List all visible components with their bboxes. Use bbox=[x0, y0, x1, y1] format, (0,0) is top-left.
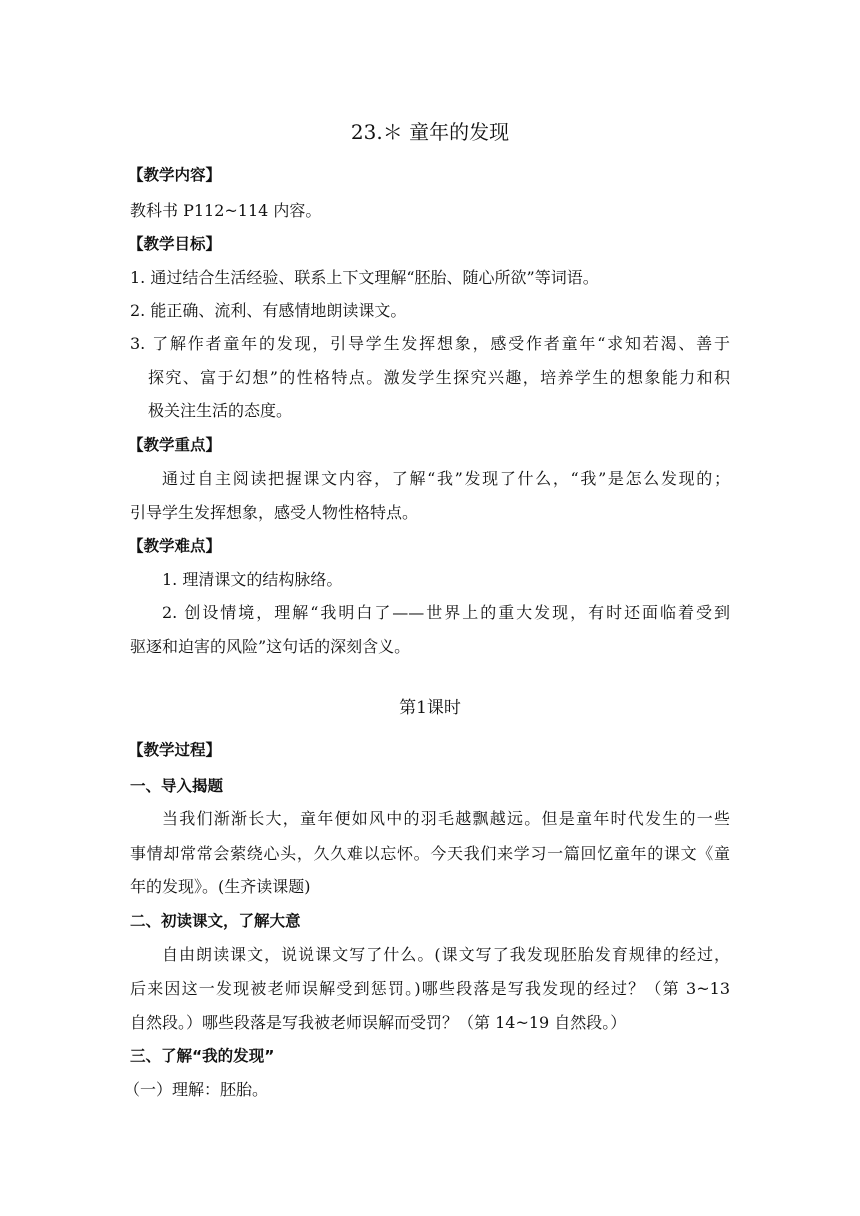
section-heading-goals: 【教学目标】 bbox=[128, 235, 222, 253]
step-1-line-3: 年的发现》。(生齐读课题) bbox=[130, 877, 311, 896]
section-heading-key-points: 【教学重点】 bbox=[128, 436, 222, 454]
difficulty-item-2-line-1: 2. 创设情境，理解“我明白了——世界上的重大发现，有时还面临着受到 bbox=[162, 603, 730, 622]
goal-item-3-line-3: 极关注生活的态度。 bbox=[148, 401, 293, 420]
key-points-line-1: 通过自主阅读把握课文内容，了解“我”发现了什么，“我”是怎么发现的； bbox=[162, 469, 730, 488]
step-2-line-2: 后来因这一发现被老师误解受到惩罚。)哪些段落是写我发现的经过？（第 3~13 bbox=[130, 979, 730, 998]
difficulty-item-2-line-2: 驱逐和迫害的风险”这句话的深刻含义。 bbox=[130, 637, 411, 656]
step-2-line-1: 自由朗读课文，说说课文写了什么。(课文写了我发现胚胎发育规律的经过， bbox=[162, 945, 730, 964]
goal-item-1: 1. 通过结合生活经验、联系上下文理解“胚胎、随心所欲”等词语。 bbox=[130, 268, 599, 287]
lesson-title: 第1课时 bbox=[399, 698, 461, 718]
step-1-line-1: 当我们渐渐长大，童年便如风中的羽毛越飘越远。但是童年时代发生的一些 bbox=[162, 809, 730, 828]
step-3-subheading: （一）理解：胚胎。 bbox=[124, 1080, 269, 1099]
document-title: 23.＊ 童年的发现 bbox=[350, 120, 510, 144]
section-heading-content: 【教学内容】 bbox=[128, 166, 222, 184]
difficulty-item-1: 1. 理清课文的结构脉络。 bbox=[162, 570, 343, 589]
step-1-heading: 一、导入揭题 bbox=[130, 777, 224, 795]
section-heading-difficulties: 【教学难点】 bbox=[128, 537, 222, 555]
goal-item-3-line-1: 3. 了解作者童年的发现，引导学生发挥想象，感受作者童年“求知若渴、善于 bbox=[130, 334, 730, 353]
goal-item-2: 2. 能正确、流利、有感情地朗读课文。 bbox=[130, 301, 407, 320]
step-2-line-3: 自然段。）哪些段落是写我被老师误解而受罚？（第 14~19 自然段。） bbox=[130, 1013, 627, 1032]
key-points-line-2: 引导学生发挥想象，感受人物性格特点。 bbox=[130, 503, 419, 522]
step-1-line-2: 事情却常常会萦绕心头，久久难以忘怀。今天我们来学习一篇回忆童年的课文《童 bbox=[130, 844, 730, 863]
content-text: 教科书 P112~114 内容。 bbox=[130, 201, 322, 220]
goal-item-3-line-2: 探究、富于幻想”的性格特点。激发学生探究兴趣，培养学生的想象能力和积 bbox=[148, 368, 730, 387]
step-2-heading: 二、初读课文，了解大意 bbox=[130, 912, 301, 930]
section-heading-process: 【教学过程】 bbox=[128, 741, 222, 759]
step-3-heading: 三、了解“我的发现” bbox=[130, 1047, 275, 1065]
